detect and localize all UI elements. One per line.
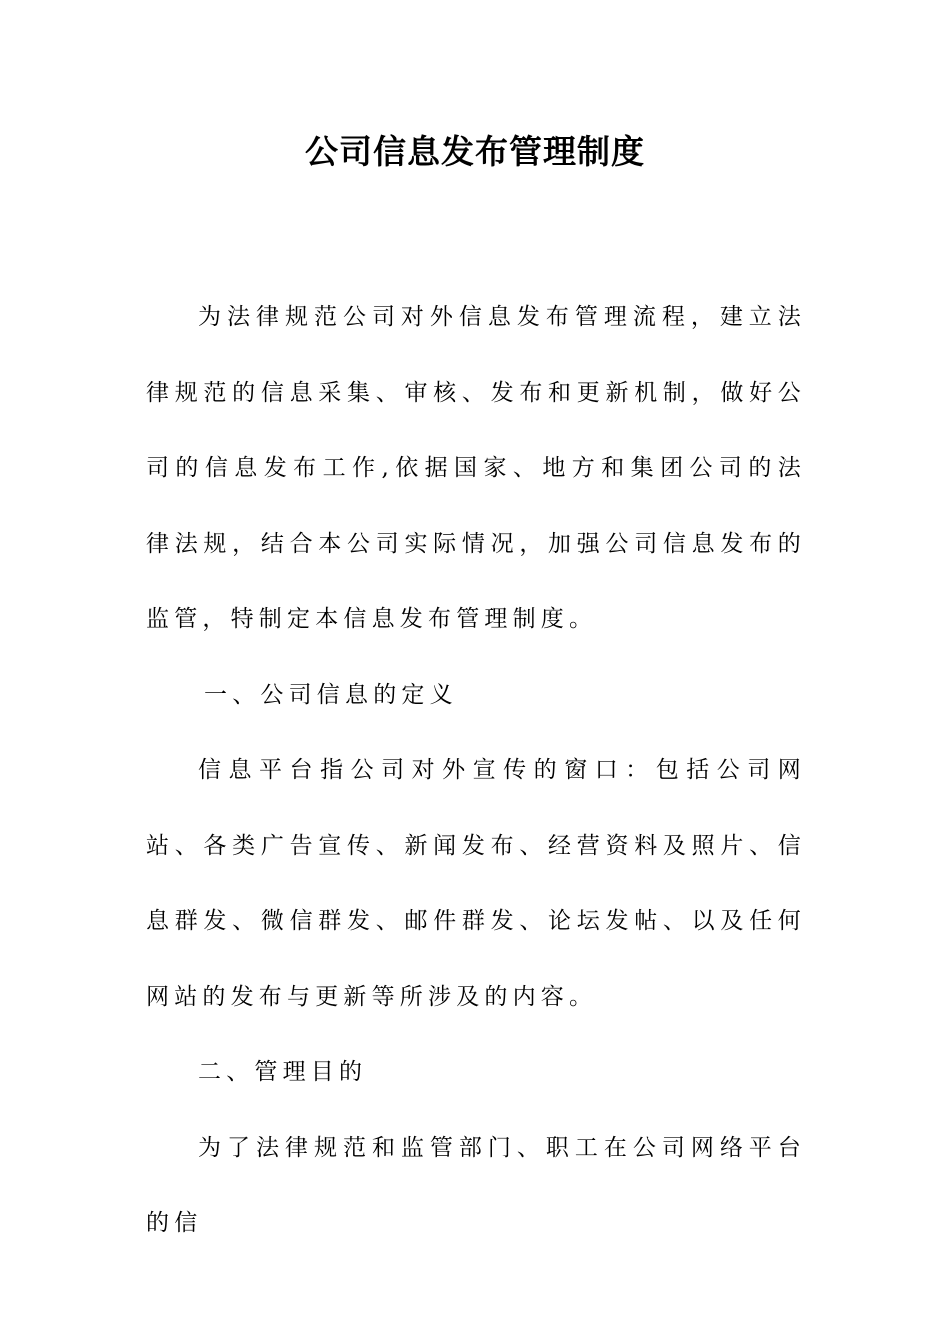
section-heading-definition: 一、公司信息的定义 xyxy=(204,681,458,708)
document-title: 公司信息发布管理制度 xyxy=(305,132,645,171)
paragraph-definition: 信息平台指公司对外宣传的窗口：包括公司网站、各类广告宣传、新闻发布、经营资料及照片、信息群发、微信群发、邮件群发、论坛发帖、以及任何网站的发布与更新等所涉及的内容。 xyxy=(146,757,806,1010)
section-heading-purpose: 二、管理目的 xyxy=(198,1059,368,1085)
document-body xyxy=(146,280,806,1262)
paragraph-intro: 为法律规范公司对外信息发布管理流程，建立法律规范的信息采集、审核、发布和更新机制，做好公司的信息发布工作,依据国家、地方和集团公司的法律法规，结合本公司实际情况，加强公司信息发布的监管，特制定本信息发布管理制度。 xyxy=(146,304,806,632)
paragraph-purpose: 为了法律规范和监管部门、职工在公司网络平台的信 xyxy=(146,1134,806,1236)
